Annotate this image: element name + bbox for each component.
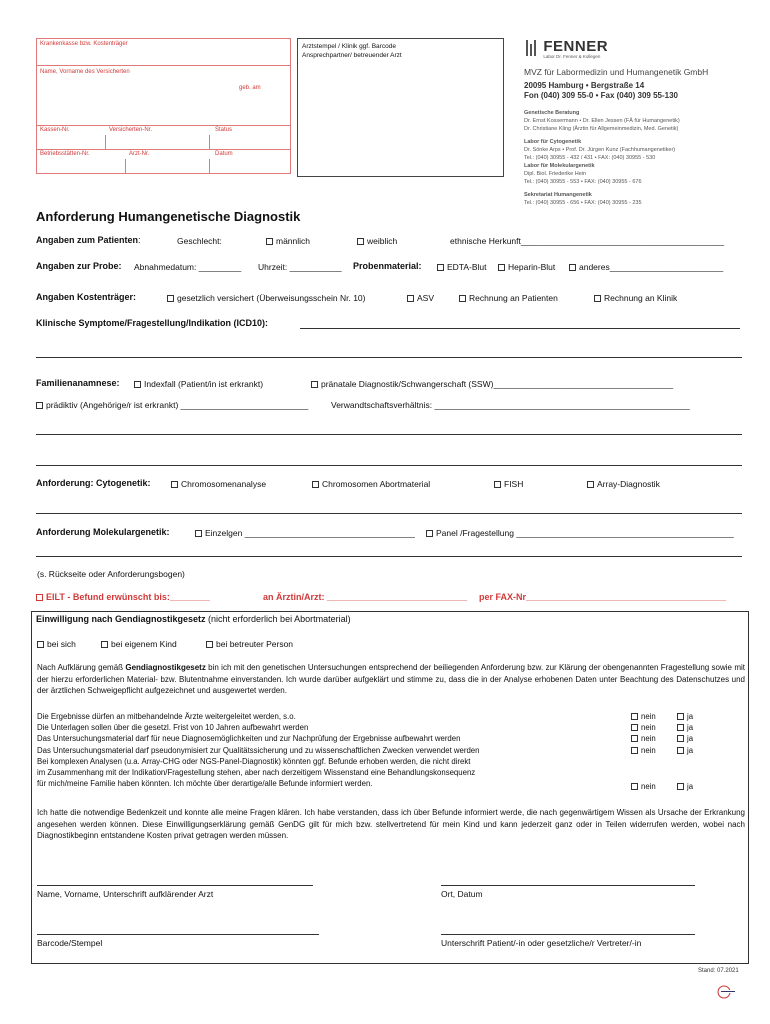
dept-title: Labor für Molekulargenetik bbox=[524, 163, 595, 169]
urgent-checkbox[interactable] bbox=[36, 592, 210, 602]
logo-bars-icon bbox=[526, 40, 538, 58]
checkbox-icon bbox=[312, 481, 319, 488]
version-stamp: Stand: 07.2021 bbox=[698, 968, 739, 974]
consent-paragraph-2: Ich hatte die notwendige Bedenkzeit und konnte alle meine Fragen klären. Ich habe verstanden, dass ich über Befunde informiert werde, die nach gegenwärtigem Wissen als Ursache der Erkrankung angesehen werden können. Diese Einwilligungserklärung gemäß GenDG gilt für mich bzw. stellvertretend für mein Kind und kann jederzeit ganz oder in Teilen widerrufen werden, wobei nach Diagnostikbeginn entstandene Kosten privat getragen werden müssen. bbox=[37, 808, 745, 840]
no-checkbox[interactable] bbox=[631, 734, 677, 743]
dept-line: Tel.: (040) 30955 - 656 • FAX: (040) 30955 - 235 bbox=[524, 200, 642, 206]
material-label: Probenmaterial: bbox=[353, 261, 422, 271]
doctor-number-label: Arzt-Nr. bbox=[129, 151, 150, 157]
lab-phone: Fon (040) 309 55-0 • Fax (040) 309 55-130 bbox=[524, 91, 678, 100]
answer-row-incidental bbox=[631, 782, 693, 791]
prenatal-checkbox[interactable] bbox=[311, 379, 673, 389]
index-case-label: Indexfall (Patient/in ist erkrankt) bbox=[144, 379, 264, 389]
consent-option-label: bei betreuter Person bbox=[216, 639, 294, 649]
consent-statements bbox=[37, 711, 479, 789]
consent-option-label: bei eigenem Kind bbox=[111, 639, 177, 649]
urgent-doctor-field[interactable]: an Ärztin/Arzt: ____________________________ bbox=[263, 592, 468, 602]
statement-retention: Die Unterlagen sollen über die gesetzl. Frist von 10 Jahren aufbewahrt werden bbox=[37, 723, 309, 733]
cyto-fish-checkbox[interactable] bbox=[494, 479, 523, 489]
status-label: Status bbox=[215, 127, 233, 133]
answer-row-retention bbox=[631, 722, 693, 733]
dept-title: Labor für Cytogenetik bbox=[524, 139, 582, 145]
consent-text: bin ich mit den genetischen Untersuchungen entsprechend der beiliegenden Anforderung bzw. zur Klärung der obengenannten Fragestellung sowie mit der hierzu erforderlichen Material- bzw. Blutentnahme einverstanden. Ich wurde darüber aufgeklärt und stimme zu, dass die in der Analyse erhobenen Daten unter Beachtung des Datenschutzes und der ärztlichen Schweigepflicht aufgezeichnet und ausgewertet werden. bbox=[37, 663, 746, 695]
no-label: nein bbox=[641, 712, 656, 721]
checkbox-icon bbox=[311, 381, 318, 388]
stamp-label-1: Arztstempel / Klinik ggf. Barcode bbox=[302, 43, 396, 50]
yes-label: ja bbox=[687, 712, 694, 721]
place-date-line[interactable] bbox=[441, 885, 695, 886]
heparin-label: Heparin-Blut bbox=[508, 262, 556, 272]
checkbox-icon bbox=[587, 481, 594, 488]
consent-self-checkbox[interactable] bbox=[37, 639, 76, 649]
symptoms-label: Klinische Symptome/Fragestellung/Indikation (ICD10): bbox=[36, 318, 269, 328]
checkbox-icon bbox=[266, 238, 273, 245]
lab-name: MVZ für Labormedizin und Humangenetik GmbH bbox=[524, 67, 709, 77]
statement-incidental-2: im Zusammenhang mit der Indikation/Fragestellung stehen, aber nach derzeitigem Wissenstand eine Behandlungskonsequenz bbox=[37, 768, 476, 778]
symptoms-input-line[interactable] bbox=[300, 328, 740, 329]
payer-option-label: ASV bbox=[417, 293, 435, 303]
birthdate-label: geb. am bbox=[239, 85, 261, 91]
statement-storage: Das Untersuchungsmaterial darf für neue Diagnosemöglichkeiten und zur Nachprüfung der Ergebnisse aufbewahrt werden bbox=[37, 734, 461, 744]
gender-label: Geschlecht: bbox=[177, 236, 222, 246]
dept-line: Tel.: (040) 30955 - 553 • FAX: (040) 30955 - 676 bbox=[524, 179, 642, 185]
no-label: nein bbox=[641, 734, 656, 744]
statement-incidental-3: für mich/meine Familie haben könnten. Ich möchte über derartige/alle Befunde informiert werden. bbox=[37, 779, 373, 789]
panel-label: Panel /Fragestellung ______________________________________________ bbox=[436, 528, 734, 538]
male-checkbox[interactable] bbox=[266, 236, 310, 246]
statement-research: Das Untersuchungsmaterial darf pseudonymisiert zur Qualitätssicherung und zu wissenschaftlichen Zwecken verwendet werden bbox=[37, 745, 480, 755]
predictive-label: prädiktiv (Angehörige/r ist erkrankt) ___________________________ bbox=[46, 400, 309, 410]
payer-option-label: Rechnung an Klinik bbox=[604, 293, 678, 303]
urgent-label: EILT - Befund erwünscht bis:________ bbox=[46, 592, 210, 602]
doctor-signature-label: Name, Vorname, Unterschrift aufklärender Arzt bbox=[37, 889, 214, 899]
female-checkbox[interactable] bbox=[357, 236, 397, 246]
no-checkbox[interactable] bbox=[631, 723, 677, 732]
payer-clinic-checkbox[interactable] bbox=[594, 293, 677, 303]
yes-checkbox[interactable] bbox=[677, 782, 693, 791]
checkbox-icon bbox=[134, 381, 141, 388]
consent-paragraph-1 bbox=[37, 662, 745, 697]
consent-text-bold: Gendiagnostikgesetz bbox=[125, 663, 206, 672]
checkbox-icon bbox=[167, 295, 174, 302]
checkbox-icon bbox=[195, 530, 202, 537]
checkbox-icon bbox=[631, 724, 638, 731]
lab-logo bbox=[526, 40, 608, 59]
cyto-option-label: Chromosomen Abortmaterial bbox=[322, 479, 431, 489]
predictive-checkbox[interactable] bbox=[36, 400, 308, 410]
payer-option-label: gesetzlich versichert (Überweisungsschein Nr. 10) bbox=[177, 293, 366, 303]
checkbox-icon bbox=[101, 641, 108, 648]
consent-child-checkbox[interactable] bbox=[101, 639, 177, 649]
stamp-signature-line[interactable] bbox=[37, 934, 319, 935]
edta-label: EDTA-Blut bbox=[447, 262, 487, 272]
dept-line: Dipl. Biol. Friederike Hein bbox=[524, 171, 587, 177]
cyto-chromosome-checkbox[interactable] bbox=[171, 479, 266, 489]
payer-option-label: Rechnung an Patienten bbox=[469, 293, 558, 303]
ethnic-field[interactable]: ethnische Herkunft___________________________________________ bbox=[450, 236, 725, 246]
index-case-checkbox[interactable] bbox=[134, 379, 263, 389]
checkbox-icon bbox=[407, 295, 414, 302]
checkbox-icon bbox=[677, 713, 684, 720]
checkbox-icon bbox=[357, 238, 364, 245]
cyto-array-checkbox[interactable] bbox=[587, 479, 660, 489]
cyto-option-label: Array-Diagnostik bbox=[597, 479, 660, 489]
doctor-signature-line[interactable] bbox=[37, 885, 313, 886]
checkbox-icon bbox=[631, 747, 638, 754]
patient-signature-label: Unterschrift Patient/-in oder gesetzliche/r Vertreter/-in bbox=[441, 938, 642, 948]
family-label: Familienanamnese: bbox=[36, 378, 120, 388]
panel-checkbox[interactable] bbox=[426, 528, 734, 538]
prenatal-label: pränatale Diagnostik/Schwangerschaft (SSW)______________________________________ bbox=[321, 379, 674, 389]
consent-guardian-checkbox[interactable] bbox=[206, 639, 293, 649]
urgent-fax-field[interactable]: per FAX-Nr________________________________________ bbox=[479, 592, 727, 602]
insured-number-label: Versicherten-Nr. bbox=[109, 127, 153, 133]
family-input-line[interactable] bbox=[36, 434, 742, 435]
date-label: Datum bbox=[215, 151, 233, 157]
sample-time-field[interactable]: Uhrzeit: ___________ bbox=[258, 262, 342, 272]
cyto-label: Anforderung: Cytogenetik: bbox=[36, 478, 151, 488]
insurer-label: Krankenkasse bzw. Kostenträger bbox=[40, 41, 128, 47]
checkbox-icon bbox=[631, 783, 638, 790]
payer-patient-checkbox[interactable] bbox=[459, 293, 558, 303]
checkbox-icon bbox=[631, 735, 638, 742]
certification-logo-icon bbox=[717, 983, 739, 1001]
yes-checkbox[interactable] bbox=[677, 746, 693, 755]
patient-row bbox=[36, 235, 141, 245]
other-material-label: anderes________________________ bbox=[579, 262, 724, 272]
checkbox-icon bbox=[37, 641, 44, 648]
no-checkbox[interactable] bbox=[631, 746, 677, 755]
yes-label: ja bbox=[687, 782, 694, 791]
other-material-checkbox[interactable] bbox=[569, 262, 723, 272]
consent-option-label: bei sich bbox=[47, 639, 76, 649]
family-input-line-2[interactable] bbox=[36, 465, 742, 466]
payer-statutory-checkbox[interactable] bbox=[167, 293, 366, 303]
single-gene-checkbox[interactable] bbox=[195, 528, 415, 538]
dept-line: Tel.: (040) 30955 - 432 / 431 • FAX: (040) 30955 - 530 bbox=[524, 155, 656, 161]
doctor-stamp-box[interactable] bbox=[297, 38, 504, 177]
page-title: Anforderung Humangenetische Diagnostik bbox=[36, 209, 301, 224]
consent-text: Nach Aufklärung gemäß bbox=[37, 663, 126, 672]
relationship-field[interactable]: Verwandtschaftsverhältnis: ______________________________________________________ bbox=[331, 400, 690, 410]
checkbox-icon bbox=[426, 530, 433, 537]
answer-row-research bbox=[631, 745, 693, 756]
lab-departments bbox=[524, 109, 680, 207]
no-label: nein bbox=[641, 782, 656, 791]
cyto-input-line[interactable] bbox=[36, 513, 742, 514]
female-label: weiblich bbox=[367, 236, 398, 246]
checkbox-icon bbox=[594, 295, 601, 302]
yes-checkbox[interactable] bbox=[677, 734, 693, 743]
yes-checkbox[interactable] bbox=[677, 712, 693, 721]
barcode-stamp-label: Barcode/Stempel bbox=[37, 938, 103, 948]
checkbox-icon bbox=[459, 295, 466, 302]
checkbox-icon bbox=[569, 264, 576, 271]
no-label: nein bbox=[641, 745, 656, 755]
yes-label: ja bbox=[687, 734, 694, 744]
checkbox-icon bbox=[206, 641, 213, 648]
yes-label: ja bbox=[687, 745, 694, 755]
insurance-card bbox=[36, 38, 291, 174]
heparin-checkbox[interactable] bbox=[498, 262, 555, 272]
facility-number-label: Betriebsstätten-Nr. bbox=[40, 151, 90, 157]
payer-label: Angaben Kostenträger: bbox=[36, 292, 137, 302]
yes-label: ja bbox=[687, 723, 694, 733]
checkbox-icon bbox=[677, 783, 684, 790]
molecular-input-line[interactable] bbox=[36, 556, 742, 557]
lab-address: 20095 Hamburg • Bergstraße 14 bbox=[524, 81, 645, 90]
checkbox-icon bbox=[631, 713, 638, 720]
no-label: nein bbox=[641, 723, 656, 733]
logo-subtitle: Labor Dr. Fenner & Kollegen bbox=[543, 54, 601, 59]
consent-answers bbox=[631, 711, 693, 756]
statement-incidental-1: Bei komplexen Analysen (u.a. Array-CHG oder NGS-Panel-Diagnostik) könnten ggf. Befunde erhoben werden, die nicht direkt bbox=[37, 756, 471, 766]
checkbox-icon bbox=[437, 264, 444, 271]
checkbox-icon bbox=[36, 402, 43, 409]
consent-title: Einwilligung nach Gendiagnostikgesetz bbox=[36, 614, 206, 624]
sample-date-field[interactable]: Abnahmedatum: _________ bbox=[134, 262, 242, 272]
no-checkbox[interactable] bbox=[631, 782, 677, 791]
cyto-abort-checkbox[interactable] bbox=[312, 479, 430, 489]
insured-name-label: Name, Vorname des Versicherten bbox=[40, 69, 130, 75]
checkbox-icon bbox=[36, 594, 43, 601]
patient-label: Angaben zum Patienten bbox=[36, 235, 139, 245]
back-note: (s. Rückseite oder Anforderungsbogen) bbox=[37, 569, 185, 579]
checkbox-icon bbox=[677, 724, 684, 731]
consent-title-note: (nicht erforderlich bei Abortmaterial) bbox=[205, 614, 351, 624]
molecular-label: Anforderung Molekulargenetik: bbox=[36, 527, 170, 537]
checkbox-icon bbox=[171, 481, 178, 488]
sample-label: Angaben zur Probe: bbox=[36, 261, 122, 271]
dept-line: Dr. Christiane Kling (Ärztin für Allgemeinmedizin, Med. Genetik) bbox=[524, 126, 679, 132]
consent-title-row bbox=[36, 614, 351, 624]
place-date-label: Ort, Datum bbox=[441, 889, 483, 899]
dept-line: Dr. Sönke Arps • Prof. Dr. Jürgen Kunz (Fachhumangenetiker) bbox=[524, 147, 676, 153]
patient-label-colon: : bbox=[138, 235, 141, 245]
payer-asv-checkbox[interactable] bbox=[407, 293, 434, 303]
cyto-option-label: FISH bbox=[504, 479, 524, 489]
male-label: männlich bbox=[276, 236, 311, 246]
patient-signature-line[interactable] bbox=[441, 934, 695, 935]
checkbox-icon bbox=[494, 481, 501, 488]
insurer-number-label: Kassen-Nr. bbox=[40, 127, 70, 133]
checkbox-icon bbox=[677, 747, 684, 754]
checkbox-icon bbox=[498, 264, 505, 271]
answer-row-storage bbox=[631, 733, 693, 744]
dept-line: Dr. Ernst Kossermann • Dr. Ellen Jessen (FÄ für Humangenetik) bbox=[524, 118, 680, 124]
checkbox-icon bbox=[677, 735, 684, 742]
stamp-label-2: Ansprechpartner/ betreuender Arzt bbox=[302, 52, 402, 59]
no-checkbox[interactable] bbox=[631, 712, 677, 721]
statement-forward: Die Ergebnisse dürfen an mitbehandelnde Ärzte weitergeleitet werden, s.o. bbox=[37, 712, 296, 721]
cyto-option-label: Chromosomenanalyse bbox=[181, 479, 267, 489]
single-gene-label: Einzelgen ____________________________________ bbox=[205, 528, 415, 538]
dept-title: Genetische Beratung bbox=[524, 110, 580, 116]
answer-row-forward bbox=[631, 711, 693, 722]
edta-checkbox[interactable] bbox=[437, 262, 487, 272]
logo-name: FENNER bbox=[543, 38, 609, 55]
symptoms-input-line-2[interactable] bbox=[36, 357, 742, 358]
dept-title: Sekretariat Humangenetik bbox=[524, 192, 592, 198]
yes-checkbox[interactable] bbox=[677, 723, 693, 732]
